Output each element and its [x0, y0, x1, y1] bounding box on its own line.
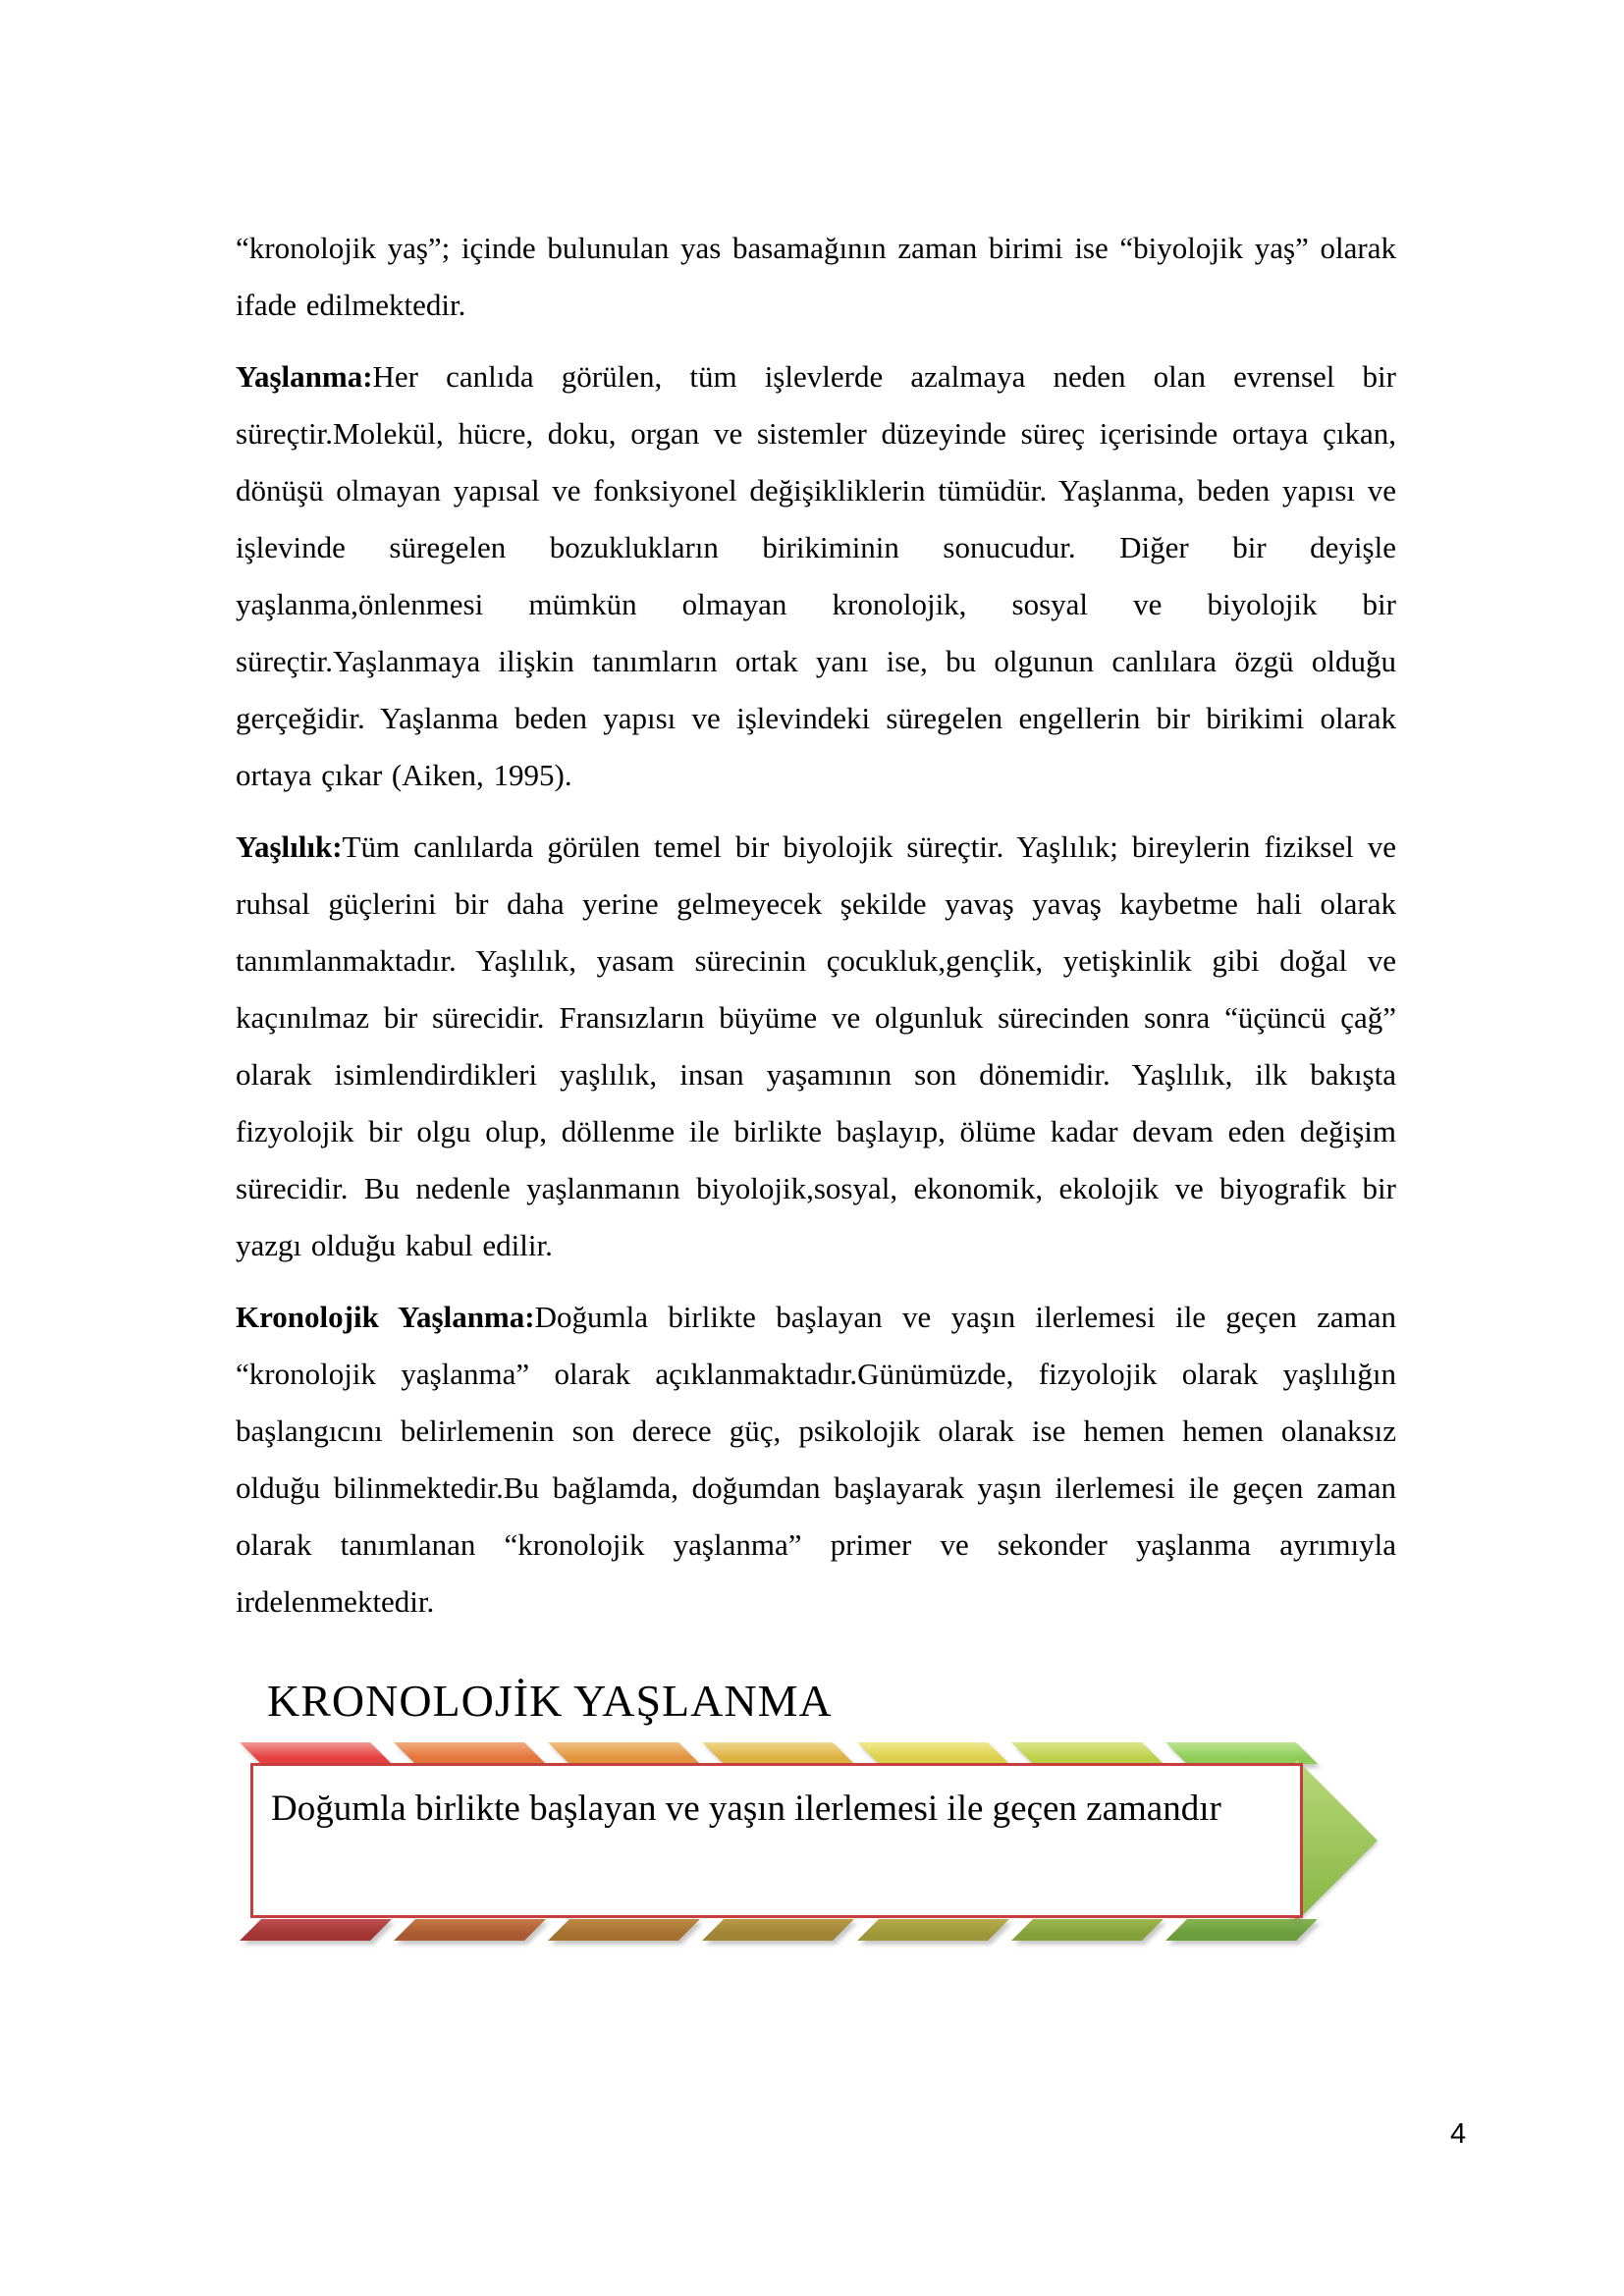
chevron-segment-bottom [548, 1919, 700, 1941]
paragraph-lead: Kronolojik Yaşlanma: [236, 1300, 535, 1334]
chevron-segment-bottom [857, 1919, 1009, 1941]
paragraph-lead: Yaşlılık: [236, 829, 343, 864]
body-text [236, 220, 1396, 1645]
chevron-segment-bottom [702, 1919, 854, 1941]
chevron-segment-top [1011, 1742, 1164, 1764]
chevron-segment-top [394, 1742, 546, 1764]
paragraph-text: Her canlıda görülen, tüm işlevlerde azalmaya neden olan evrensel bir süreçtir.Molekül, hücre, doku, organ ve sistemler düzeyinde süreç içerisinde ortaya çıkan, dönüşü olmayan yapısal ve fonksiyonel değişikliklerin tümüdür. Yaşlanma, beden yapısı ve işlevinde süregelen bozuklukların birikiminin sonucudur. Diğer bir deyişle yaşlanma,önlenmesi mümkün olmayan kronolojik, sosyal ve biyolojik bir süreçtir.Yaşlanmaya ilişkin tanımların ortak yanı ise, bu olgunun canlılara özgü olduğu gerçeğidir. Yaşlanma beden yapısı ve işlevindeki süregelen engellerin bir birikimi olarak ortaya çıkar (Aiken, 1995). [236, 359, 1396, 792]
paragraph-text: Doğumla birlikte başlayan ve yaşın ilerlemesi ile geçen zaman “kronolojik yaşlanma” olarak açıklanmaktadır.Günümüzde, fizyolojik olarak yaşlılığın başlangıcını belirlemenin son derece güç, psikolojik olarak ise hemen hemen olanaksız olduğu bilinmektedir.Bu bağlamda, doğumdan başlayarak yaşın ilerlemesi ile geçen zaman olarak tanımlanan “kronolojik yaşlanma” primer ve sekonder yaşlanma ayrımıyla irdelenmektedir. [236, 1300, 1396, 1619]
paragraph [236, 348, 1396, 804]
chevron-segment-top [240, 1742, 392, 1764]
paragraph [236, 220, 1396, 334]
caption-box [250, 1763, 1303, 1918]
chevron-segment-bottom [240, 1919, 392, 1941]
chevron-segment-bottom [1011, 1919, 1164, 1941]
chevron-arrow-graphic [250, 1742, 1389, 1950]
chevron-segment-top [548, 1742, 700, 1764]
page-number: 4 [1450, 2118, 1467, 2150]
paragraph-text: “kronolojik yaş”; içinde bulunulan yas basamağının zaman birimi ise “biyolojik yaş” olarak ifade edilmektedir. [236, 231, 1396, 322]
paragraph-lead: Yaşlanma: [236, 359, 373, 394]
chevron-row-bottom [250, 1919, 1307, 1941]
chevron-segment-top [702, 1742, 854, 1764]
section-heading: KRONOLOJİK YAŞLANMA [267, 1676, 833, 1726]
chevron-segment-bottom [394, 1919, 546, 1941]
paragraph [236, 1289, 1396, 1630]
caption-text: Doğumla birlikte başlayan ve yaşın ilerlemesi ile geçen zamandır [271, 1789, 1221, 1829]
paragraph [236, 819, 1396, 1274]
chevron-segment-bottom [1165, 1919, 1318, 1941]
chevron-segment-top [857, 1742, 1009, 1764]
paragraph-text: Tüm canlılarda görülen temel bir biyolojik süreçtir. Yaşlılık; bireylerin fiziksel ve ruhsal güçlerini bir daha yerine gelmeyecek şekilde yavaş yavaş kaybetme hali olarak tanımlanmaktadır. Yaşlılık, yasam sürecinin çocukluk,gençlik, yetişkinlik gibi doğal ve kaçınılmaz bir sürecidir. Fransızların büyüme ve olgunluk sürecinden sonra “üçüncü çağ” olarak isimlendirdikleri yaşlılık, insan yaşamının son dönemidir. Yaşlılık, ilk bakışta fizyolojik bir olgu olup, döllenme ile birlikte başlayıp, ölüme kadar devam eden değişim sürecidir. Bu nedenle yaşlanmanın biyolojik,sosyal, ekonomik, ekolojik ve biyografik bir yazgı olduğu kabul edilir. [236, 829, 1396, 1262]
chevron-row-top [250, 1742, 1307, 1764]
